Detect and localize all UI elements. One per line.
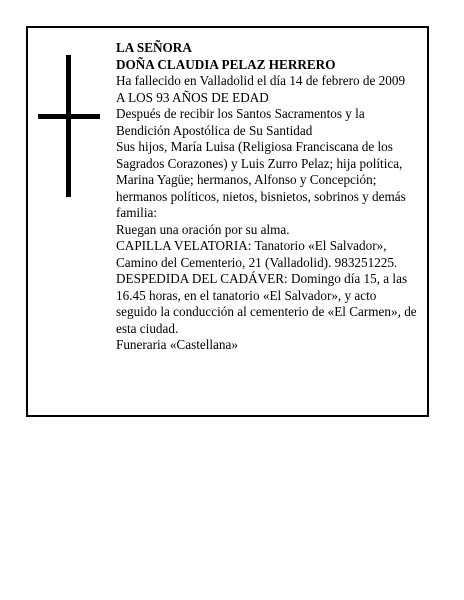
notice-text-block [116,40,432,354]
latin-cross-icon [38,55,100,197]
notice-line: Sagrados Corazones) y Luis Zurro Pelaz; hija política, [116,155,403,171]
notice-line: familia: [116,205,158,220]
notice-title: LA SEÑORA [116,40,192,55]
notice-line: seguido la conducción al cementerio de «El Carmen», de [116,304,417,319]
notice-line: 16.45 horas, en el tanatorio «El Salvador», y acto [116,287,377,303]
death-notice-frame [26,26,429,417]
notice-line: CAPILLA VELATORIA: Tanatorio «El Salvador», [116,238,387,253]
notice-line: Camino del Cementerio, 21 (Valladolid). 983251225. [116,254,398,270]
notice-line: DESPEDIDA DEL CADÁVER: Domingo día 15, a las [116,271,408,286]
notice-line: Marina Yagüe; hermanos, Alfonso y Concepción; [116,172,377,187]
notice-line: Bendición Apostólica de Su Santidad [116,122,313,138]
notice-line: hermanos políticos, nietos, bisnietos, sobrinos y demás [116,188,406,204]
notice-line: Después de recibir los Santos Sacramentos y la [116,106,365,121]
notice-line: Ha fallecido en Valladolid el día 14 de febrero de 2009 [116,73,406,88]
notice-line: esta ciudad. [116,320,179,336]
notice-line: Sus hijos, María Luisa (Religiosa Franciscana de los [116,139,393,154]
notice-line: A LOS 93 AÑOS DE EDAD [116,89,269,105]
notice-line: Funeraria «Castellana» [116,337,238,352]
cross-vertical-bar [66,55,71,197]
cross-horizontal-bar [38,114,100,119]
notice-line: Ruegan una oración por su alma. [116,221,290,237]
deceased-name: DOÑA CLAUDIA PELAZ HERRERO [116,56,336,72]
